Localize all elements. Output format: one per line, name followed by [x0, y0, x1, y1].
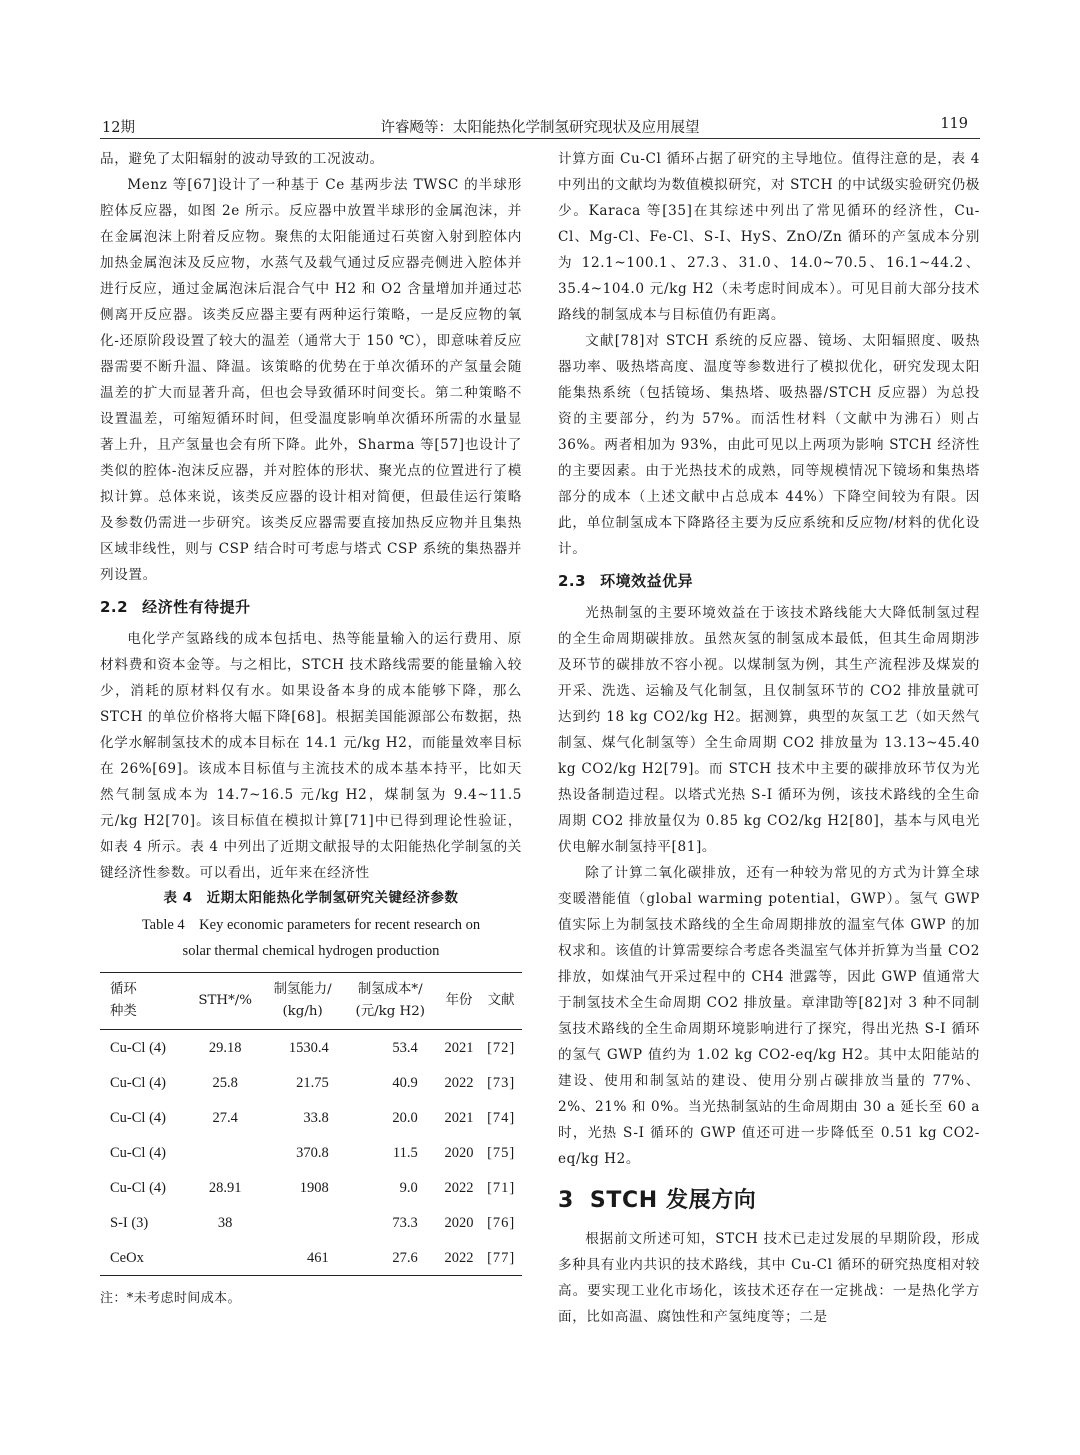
- table-row: S-I (3) 38 73.3 2020 [76]: [110, 1214, 516, 1231]
- header-year: 年份: [445, 993, 473, 1008]
- section-title: 经济性有待提升: [142, 598, 251, 616]
- section-title: 环境效益优异: [600, 572, 694, 590]
- table-header-row: [100, 973, 522, 1030]
- section-number: 2.2: [100, 598, 129, 616]
- header-cycle: 循环 种类: [110, 982, 137, 1019]
- table-row: Cu-Cl (4) 25.8 21.75 40.9 2022 [73]: [110, 1074, 516, 1091]
- table-row: Cu-Cl (4) 370.8 11.5 2020 [75]: [110, 1144, 516, 1161]
- table-row: Cu-Cl (4) 28.91 1908 9.0 2022 [71]: [110, 1179, 516, 1196]
- economic-parameters-table: [100, 972, 522, 1276]
- table-row: Cu-Cl (4) 27.4 33.8 20.0 2021 [74]: [110, 1109, 516, 1126]
- paragraph: 光热制氢的主要环境效益在于该技术路线能大大降低制氢过程的全生命周期碳排放。虽然灰氢的制氢成本最低，但其生命周期涉及环节的碳排放不容小视。以煤制氢为例，其生产流程涉及煤炭的开采、洗选、运输及气化制氢，且仅制氢环节的 CO2 排放量就可达到约 18 kg CO2/kg H2。据测算，典型的灰氢工艺（如天然气制氢、煤气化制氢等）全生命周期 CO2 排放量为 13.13~45.40 kg CO2/kg H2[79]。而 STCH 技术中主要的碳排放环节仅为光热设备制造过程。以塔式光热 S-I 循环为例，该技术路线的全生命周期 CO2 排放量仅为 0.85 kg CO2/kg H2[80]，基本与风电光伏电解水制氢持平[81]。: [558, 605, 980, 855]
- section-heading-3: [558, 1184, 980, 1218]
- issue-number: 12期: [102, 120, 135, 136]
- header-ref: 文献: [487, 993, 515, 1008]
- page-number: 119: [940, 116, 968, 132]
- section-number: 2.3: [558, 572, 587, 590]
- paragraph: 计算方面 Cu-Cl 循环占据了研究的主导地位。值得注意的是，表 4 中列出的文献均为数值模拟研究，对 STCH 的中试级实验研究仍极少。Karaca 等[35]在其综述中列出了常见循环的经济性，Cu-Cl、Mg-Cl、Fe-Cl、S-I、HyS、ZnO/Zn 循环的产氢成本分别为 12.1~100.1、27.3、31.0、14.0~70.5、16.1~44.2、35.4~104.0 元/kg H2（未考虑时间成本）。可见目前大部分技术路线的制氢成本与目标值仍有距离。: [558, 151, 980, 323]
- section-number: 3: [558, 1188, 574, 1213]
- table-caption-en: solar thermal chemical hydrogen production: [182, 943, 440, 959]
- section-title: STCH 发展方向: [589, 1188, 757, 1213]
- section-heading-2-3: [558, 568, 980, 594]
- table-row: Cu-Cl (4) 29.18 1530.4 53.4 2021 [72]: [110, 1039, 516, 1056]
- paragraph: Menz 等[67]设计了一种基于 Ce 基两步法 TWSC 的半球形腔体反应器，如图 2e 所示。反应器中放置半球形的金属泡沫，并在金属泡沫上附着反应物。聚焦的太阳能通过石英窗入射到腔体内加热金属泡沫及反应物，水蒸气及载气通过反应器壳侧进入腔体并进行反应，通过金属泡沫后混合气中 H2 和 O2 含量增加并通过芯侧离开反应器。该类反应器主要有两种运行策略，一是反应物的氧化-还原阶段设置了较大的温差（通常大于 150 ℃），即意味着反应器需要不断升温、降温。该策略的优势在于单次循环的产氢量会随温差的扩大而显著升高，但也会导致循环时间变长。第二种策略不设置温差，可缩短循环时间，但受温度影响单次循环所需的水量显著上升，且产氢量也会有所下降。此外，Sharma 等[57]也设计了类似的腔体-泡沫反应器，并对腔体的形状、聚光点的位置进行了模拟计算。总体来说，该类反应器的设计相对简便，但最佳运行策略及参数仍需进一步研究。该类反应器需要直接加热反应物并且集热区域非线性，则与 CSP 结合时可考虑与塔式 CSP 系统的集热器并列设置。: [100, 177, 522, 583]
- running-head-title: 许睿飏等：太阳能热化学制氢研究现状及应用展望: [380, 120, 700, 136]
- paragraph: 品，避免了太阳辐射的波动导致的工况波动。: [100, 151, 384, 167]
- table-row: CeOx 461 27.6 2022 [77]: [100, 1240, 522, 1276]
- table-caption-en: Table 4 Key economic parameters for recent research on: [141, 917, 481, 933]
- left-column: [100, 146, 522, 1312]
- paragraph: 根据前文所述可知，STCH 技术已走过发展的早期阶段，形成多种具有业内共识的技术路线，其中 Cu-Cl 循环的研究热度相对较高。要实现工业化市场化，该技术还存在一定挑战：一是热化学方面，比如高温、腐蚀性和产氢纯度等；二是: [558, 1231, 980, 1325]
- paragraph: 文献[78]对 STCH 系统的反应器、镜场、太阳辐照度、吸热器功率、吸热塔高度、温度等参数进行了模拟优化，研究发现太阳能集热系统（包括镜场、集热塔、吸热器/STCH 反应器）为总投资的主要部分，约为 57%。而活性材料（文献中为沸石）则占 36%。两者相加为 93%，由此可见以上两项为影响 STCH 经济性的主要因素。由于光热技术的成熟，同等规模情况下镜场和集热塔部分的成本（上述文献中占总成本 44%）下降空间较为有限。因此，单位制氢成本下降路径主要为反应系统和反应物/材料的优化设计。: [558, 333, 980, 557]
- table-footnote: 注：*未考虑时间成本。: [100, 1291, 241, 1306]
- header-sth: STH*/%: [198, 993, 253, 1008]
- header-cost: 制氢成本*/ (元/kg H2): [355, 982, 425, 1019]
- section-heading-2-2: [100, 594, 522, 620]
- header-capacity: 制氢能力/ (kg/h): [273, 982, 332, 1019]
- paragraph: 电化学产氢路线的成本包括电、热等能量输入的运行费用、原材料费和资本金等。与之相比，STCH 技术路线需要的能量输入较少，消耗的原材料仅有水。如果设备本身的成本能够下降，那么 STCH 的单位价格将大幅下降[68]。根据美国能源部公布数据，热化学水解制氢技术的成本目标在 14.1 元/kg H2，而能量效率目标在 26%[69]。该成本目标值与主流技术的成本基本持平，比如天然气制氢成本为 14.7~16.5 元/kg H2，煤制氢为 9.4~11.5 元/kg H2[70]。该目标值在模拟计算[71]中已得到理论性验证，如表 4 所示。表 4 中列出了近期文献报导的太阳能热化学制氢的关键经济性参数。可以看出，近年来在经济性: [100, 631, 522, 881]
- paragraph: 除了计算二氧化碳排放，还有一种较为常见的方式为计算全球变暖潜能值（global warming potential，GWP）。氢气 GWP 值实际上为制氢技术路线的全生命周期排放的温室气体 GWP 的加权求和。该值的计算需要综合考虑各类温室气体并折算为当量 CO2 排放，如煤油气开采过程中的 CH4 泄露等，因此 GWP 值通常大于制氢技术全生命周期 CO2 排放量。章津勖等[82]对 3 种不同制氢技术路线的全生命周期环境影响进行了探究，得出光热 S-I 循环的氢气 GWP 值约为 1.02 kg CO2-eq/kg H2。其中太阳能站的建设、使用和制氢站的建设、使用分别占碳排放当量的 77%、2%、21% 和 0%。当光热制氢站的生命周期由 30 a 延长至 60 a 时，光热 S-I 循环的 GWP 值还可进一步降低至 0.51 kg CO2-eq/kg H2。: [558, 865, 980, 1167]
- right-column: [558, 146, 980, 1330]
- running-header: [100, 112, 980, 139]
- table-caption-zh: 表 4 近期太阳能热化学制氢研究关键经济参数: [163, 891, 459, 906]
